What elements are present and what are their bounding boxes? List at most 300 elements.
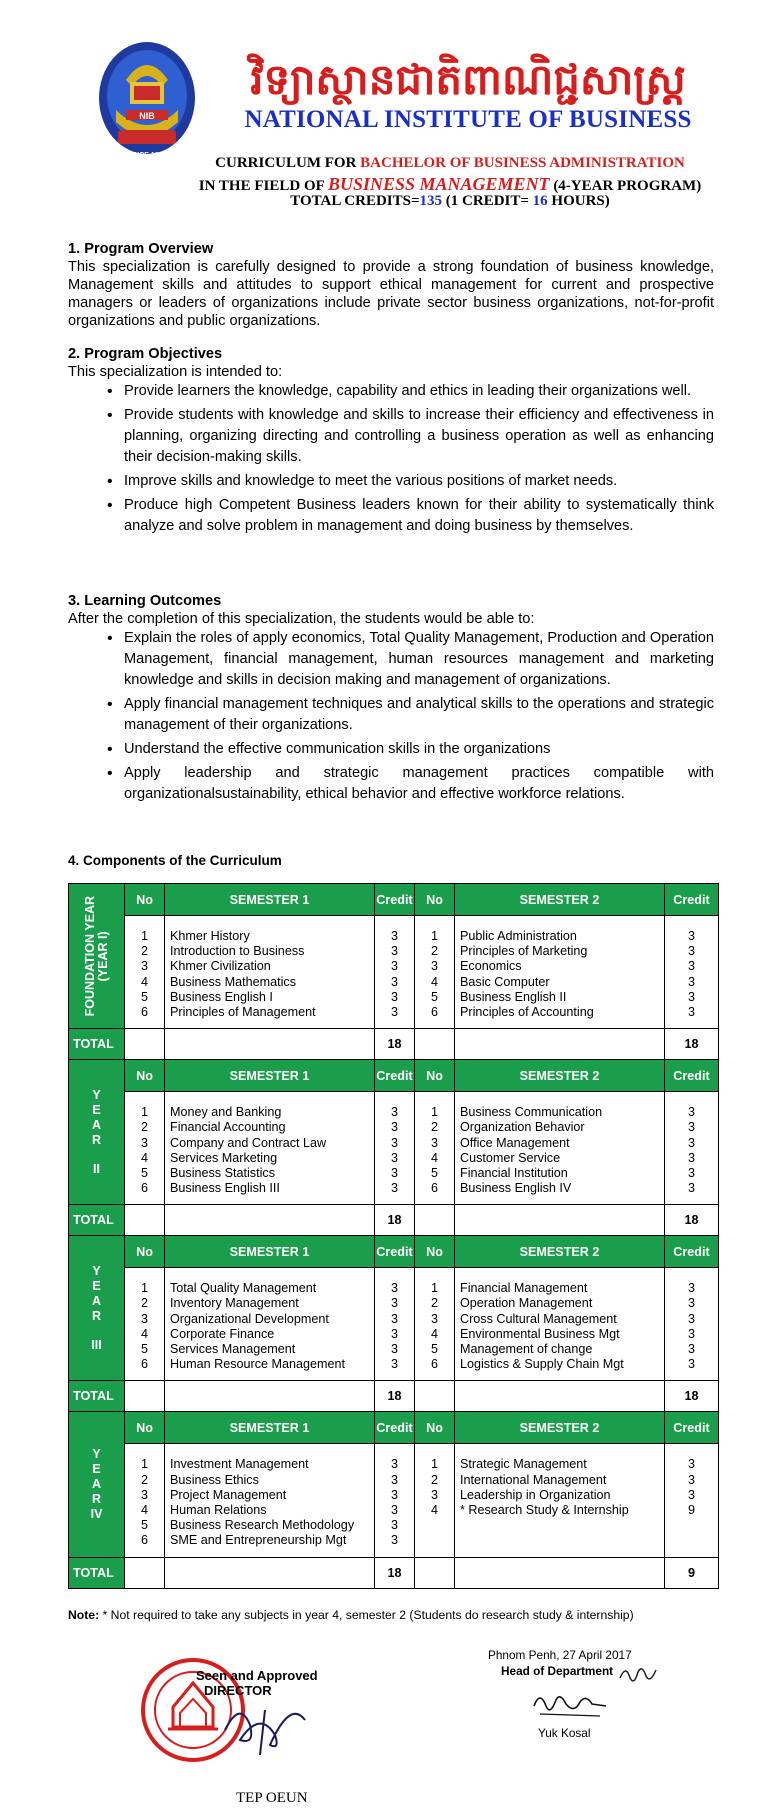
table-header-row: [69, 1060, 719, 1092]
sem2-number-item: 1: [430, 929, 438, 943]
sem1-number-item: 5: [140, 1165, 148, 1180]
sem2-number-item: 2: [430, 944, 438, 959]
table-header-row: [69, 884, 719, 916]
sem1-credit: [375, 1268, 415, 1381]
sem1-subject: [165, 1444, 375, 1557]
list-item: • Explain the roles of apply economics, Total Quality Management, Production and Operation Management, financial management, human resources management and marketing knowledge and skills in decision making and management of organizations.: [124, 628, 714, 691]
sem2-number-item: 2: [430, 1120, 438, 1135]
sem1-number-item: 2: [140, 944, 148, 959]
total-label: TOTAL: [69, 1205, 125, 1236]
director-name: TEP OEUN: [236, 1790, 308, 1806]
sem1-subject-item: Project Management: [170, 1487, 287, 1502]
overview-text: This specialization is carefully designed to provide a strong foundation of business knowledge, Management skills and attitudes to support ethical management for current and prospective managers or leaders of organizations include private sector business organizations, not-for-profit organizations and public organizations.: [68, 259, 714, 329]
sem2-subject-item: Organization Behavior: [460, 1120, 585, 1135]
year-label-letters: [91, 1264, 101, 1324]
sem2-subject-item: Business English II: [460, 989, 567, 1004]
sem2-subject-item: Business English IV: [460, 1181, 572, 1196]
year-label-letters: [91, 1447, 103, 1507]
empty-cell: [125, 1205, 165, 1236]
year-letter: A: [91, 1293, 101, 1308]
sem1-number-item: 2: [140, 1296, 148, 1311]
year-letter: Y: [92, 1446, 101, 1461]
total-row: [69, 1557, 719, 1588]
sem1-credit-item: 3: [390, 1135, 398, 1150]
learning-outcomes-section: [68, 592, 714, 808]
sem1-number-item: 4: [140, 1326, 148, 1341]
sem2-subject-item: Office Management: [460, 1135, 570, 1150]
sem1-total: 18: [375, 1381, 415, 1412]
sem1-subject-item: Inventory Management: [170, 1296, 299, 1311]
svg-text:វិទ្យាស្ថានជាតិពាណិជ្ជសាស្ត្រ: វិទ្យាស្ថានជាតិពាណិជ្ជសាស្ត្រ: [250, 55, 686, 104]
program-objectives-section: [68, 345, 714, 540]
sem2-subject-item: Financial Institution: [460, 1165, 568, 1180]
col-no-header: No: [415, 1412, 455, 1444]
note: [68, 1608, 634, 1622]
total-label: TOTAL: [69, 1029, 125, 1060]
sem1-subject-item: Total Quality Management: [170, 1281, 317, 1296]
sem2-number-item: 6: [430, 1357, 438, 1372]
total-credits: 135: [419, 193, 443, 209]
sem1-subject-item: Investment Management: [170, 1457, 309, 1472]
sem2-credit-item: 3: [687, 1150, 695, 1165]
sem1-credit-item: 3: [390, 1004, 398, 1019]
sem1-credit-item: 3: [390, 1518, 398, 1533]
sem2-total: 18: [665, 1205, 719, 1236]
field-name: BUSINESS MANAGEMENT: [327, 174, 550, 194]
year-label-main: FOUNDATION YEAR: [82, 895, 97, 1017]
sem1-number-item: 1: [140, 929, 148, 943]
sem1-number-item: 1: [140, 1457, 148, 1472]
sem2-subject-item: Management of change: [460, 1342, 593, 1356]
sem1-subject-item: Business Statistics: [170, 1165, 275, 1180]
col-credit-header: Credit: [665, 1412, 719, 1444]
sem1-credit-item: 3: [390, 959, 398, 974]
field-line: IN THE FIELD OF BUSINESS MANAGEMENT (4-YEAR PROGRAM): [198, 174, 702, 194]
head-title: Head of Department: [501, 1664, 614, 1678]
sem1-credit-item: 3: [390, 1487, 398, 1502]
col-no-header: No: [125, 1060, 165, 1092]
sem2-number: [415, 1092, 455, 1205]
outcomes-intro: After the completion of this specialization, the students would be able to:: [68, 611, 535, 627]
sem2-number-item: 1: [430, 1281, 438, 1296]
sem2-credit-item: 3: [687, 1165, 695, 1180]
sem1-number-item: 1: [140, 1281, 148, 1296]
sem2-number-item: 2: [430, 1296, 438, 1311]
sem2-subject-item: Principles of Accounting: [460, 1004, 594, 1019]
col-no-header: No: [415, 1236, 455, 1268]
sem1-subject-item: Introduction to Business: [170, 944, 305, 959]
sem1-number-item: 6: [140, 1533, 148, 1548]
sem1-subject-item: Organizational Development: [170, 1311, 329, 1326]
sem1-credit-item: 3: [390, 1457, 398, 1472]
institute-logo: [96, 40, 198, 162]
col-credit-header: Credit: [665, 1060, 719, 1092]
sem2-subject: [455, 1444, 665, 1557]
sem1-credit-item: 3: [390, 1105, 398, 1120]
table-header-row: [69, 1236, 719, 1268]
col-no-header: No: [125, 884, 165, 916]
empty-cell: [415, 1557, 455, 1588]
sem1-credit: [375, 1092, 415, 1205]
initial-signature: [618, 1660, 658, 1690]
sem1-credit: [375, 1444, 415, 1557]
sem2-number-item: 1: [430, 1457, 438, 1472]
sem1-credit-item: 3: [390, 1357, 398, 1372]
sem2-number-item: 3: [430, 1311, 438, 1326]
list-item: • Understand the effective communication skills in the organizations: [124, 739, 714, 760]
sem2-subject-item: * Research Study & Internship: [460, 1502, 629, 1517]
sem2-subject-item: Basic Computer: [460, 974, 550, 989]
sem1-credit-item: 3: [390, 1165, 398, 1180]
sem2-number-item: 4: [430, 1150, 438, 1165]
sem1-total: 18: [375, 1029, 415, 1060]
sem2-subject-item: Financial Management: [460, 1281, 588, 1296]
components-title: 4. Components of the Curriculum: [68, 853, 282, 868]
sem2-credit-item: 3: [687, 1457, 695, 1472]
credit-hours: 16: [532, 193, 548, 209]
list-item: • Apply leadership and strategic management practices compatible with organizationalsustainability, ethical behavior and effective workforce relations.: [124, 763, 714, 805]
sem1-credit-item: 3: [390, 1311, 398, 1326]
degree-name: BACHELOR OF BUSINESS ADMINISTRATION: [360, 155, 685, 171]
sem1-subject: [165, 1092, 375, 1205]
sem2-number-item: 4: [430, 1502, 438, 1517]
empty-cell: [455, 1381, 665, 1412]
sem2-subject-item: Economics: [460, 959, 522, 974]
col-semester-2-header: SEMESTER 2: [455, 1412, 665, 1444]
sem1-subject-item: Corporate Finance: [170, 1326, 275, 1341]
sem2-credit-item: 3: [687, 974, 695, 989]
sem2-subject-item: Public Administration: [460, 929, 577, 943]
sem2-number-item: 5: [430, 1165, 438, 1180]
sem1-credit-item: 3: [390, 1326, 398, 1341]
sem1-credit-item: 3: [390, 1342, 398, 1356]
col-semester-1-header: SEMESTER 1: [165, 1236, 375, 1268]
empty-cell: [165, 1381, 375, 1412]
sem1-number-item: 5: [140, 1342, 148, 1356]
year-roman: II: [93, 1161, 100, 1176]
sem1-number-item: 6: [140, 1357, 148, 1372]
head-signature: [530, 1686, 610, 1724]
program-overview-section: [68, 240, 714, 330]
col-no-header: No: [125, 1412, 165, 1444]
sem1-subject-item: Services Management: [170, 1342, 296, 1356]
year-letter: E: [92, 1461, 101, 1476]
sem1-subject-item: Company and Contract Law: [170, 1135, 327, 1150]
col-semester-2-header: SEMESTER 2: [455, 1236, 665, 1268]
sem1-subject-item: Business Research Methodology: [170, 1518, 355, 1533]
sem2-credit-item: 3: [687, 1311, 695, 1326]
sem2-number: [415, 1268, 455, 1381]
sem1-subject-item: Services Marketing: [170, 1150, 278, 1165]
sem2-number-item: 3: [430, 1135, 438, 1150]
sem1-credit-item: 3: [390, 1120, 398, 1135]
sem2-subject: [455, 1268, 665, 1381]
year-label: [69, 1236, 125, 1381]
sem1-number-item: 3: [140, 959, 148, 974]
total-row: [69, 1029, 719, 1060]
sem1-total: 18: [375, 1205, 415, 1236]
svg-text:NIB: NIB: [139, 111, 155, 121]
empty-cell: [165, 1029, 375, 1060]
sem1-credit-item: 3: [390, 1533, 398, 1548]
list-item: • Provide students with knowledge and skills to increase their efficiency and effectiveness in planning, organizing directing and controlling a business operation as well as enhancing their decision-making skills.: [124, 405, 714, 468]
svg-text:SINCE 1979: SINCE 1979: [127, 152, 167, 159]
col-credit-header: Credit: [375, 884, 415, 916]
sem2-credit-item: 3: [687, 1326, 695, 1341]
sem1-credit-item: 3: [390, 1281, 398, 1296]
sem1-number-item: 4: [140, 1150, 148, 1165]
col-credit-header: Credit: [375, 1236, 415, 1268]
col-no-header: No: [415, 884, 455, 916]
sem2-credit-item: 3: [687, 1105, 695, 1120]
sem1-number-item: 5: [140, 989, 148, 1004]
year-letter: A: [91, 1476, 102, 1491]
note-label: Note:: [68, 1608, 100, 1622]
year-label-letters: [92, 1088, 101, 1148]
col-semester-2-header: SEMESTER 2: [455, 884, 665, 916]
year-label-text: [91, 1447, 103, 1522]
year-label: [69, 1060, 125, 1205]
sem2-credit-item: 3: [687, 1342, 695, 1356]
table-header-row: [69, 1412, 719, 1444]
col-credit-header: Credit: [665, 884, 719, 916]
head-name: Yuk Kosal: [538, 1726, 591, 1740]
sem2-subject-item: Business Communication: [460, 1105, 603, 1120]
sem1-credit-item: 3: [390, 1472, 398, 1487]
sem2-number-item: 3: [430, 959, 438, 974]
sem2-subject-item: Environmental Business Mgt: [460, 1326, 620, 1341]
sem1-number-item: 2: [140, 1472, 148, 1487]
curriculum-table: [68, 883, 719, 1589]
total-label: TOTAL: [69, 1557, 125, 1588]
sem2-subject-item: Cross Cultural Management: [460, 1311, 617, 1326]
sem1-number-item: 5: [140, 1518, 148, 1533]
sem2-number-item: 5: [430, 1342, 438, 1356]
sem1-number-item: 4: [140, 1502, 148, 1517]
list-item: • Provide learners the knowledge, capability and ethics in leading their organizations well.: [124, 381, 714, 402]
section-title: 2. Program Objectives: [68, 346, 223, 362]
col-semester-2-header: SEMESTER 2: [455, 1060, 665, 1092]
empty-cell: [455, 1205, 665, 1236]
khmer-title: [218, 44, 718, 106]
sem2-number-item: 1: [430, 1105, 438, 1120]
empty-cell: [165, 1557, 375, 1588]
year-label-sub: (YEAR I): [95, 931, 110, 982]
approval-label: Seen and Approved: [196, 1668, 318, 1683]
empty-cell: [165, 1205, 375, 1236]
empty-cell: [415, 1381, 455, 1412]
sem1-number-item: 6: [140, 1181, 148, 1196]
sem2-credit-item: 3: [687, 1281, 695, 1296]
empty-cell: [455, 1029, 665, 1060]
sem1-subject-item: Business Mathematics: [170, 974, 296, 989]
sem1-subject-item: Khmer Civilization: [170, 959, 271, 974]
sem2-subject-item: Leadership in Organization: [460, 1487, 611, 1502]
sem1-number: [125, 916, 165, 1029]
col-semester-1-header: SEMESTER 1: [165, 1060, 375, 1092]
sem1-credit-item: 3: [390, 944, 398, 959]
sem2-total: 9: [665, 1557, 719, 1588]
sem2-credit-item: 3: [687, 989, 695, 1004]
col-no-header: No: [125, 1236, 165, 1268]
sem2-number: [415, 916, 455, 1029]
place-date: Phnom Penh, 27 April 2017: [488, 1648, 632, 1662]
sem2-credit-item: 3: [687, 1181, 695, 1196]
year-label: [69, 884, 125, 1029]
sem1-credit-item: 3: [390, 1150, 398, 1165]
sem1-number: [125, 1092, 165, 1205]
sem2-credit: [665, 1444, 719, 1557]
sem2-subject-item: Logistics & Supply Chain Mgt: [460, 1357, 624, 1372]
sem2-credit-item: 3: [687, 1487, 695, 1502]
list-item: • Produce high Competent Business leaders known for their ability to systematically think analyze and solve problem in management and doing business by themselves.: [124, 495, 714, 537]
sem2-credit: [665, 1092, 719, 1205]
sem2-subject: [455, 1092, 665, 1205]
sem1-subject-item: Principles of Management: [170, 1004, 316, 1019]
table-row: [69, 916, 719, 1029]
sem2-number-item: 5: [430, 989, 438, 1004]
sem2-credit-item: 3: [687, 1472, 695, 1487]
year-letter: Y: [92, 1263, 101, 1278]
empty-cell: [455, 1557, 665, 1588]
year-letter: R: [91, 1308, 101, 1323]
sem2-subject-item: Operation Management: [460, 1296, 593, 1311]
sem1-number-item: 3: [140, 1487, 148, 1502]
director-signature: [220, 1690, 310, 1760]
year-letter: E: [92, 1278, 101, 1293]
sem2-credit: [665, 1268, 719, 1381]
sem1-subject-item: Money and Banking: [170, 1105, 282, 1120]
sem2-number-item: 4: [430, 1326, 438, 1341]
col-credit-header: Credit: [375, 1060, 415, 1092]
list-item: • Improve skills and knowledge to meet the various positions of market needs.: [124, 471, 714, 492]
sem2-credit-item: 3: [687, 1357, 695, 1372]
sem1-number: [125, 1268, 165, 1381]
sem1-credit-item: 3: [390, 929, 398, 943]
list-item: • Apply financial management techniques and analytical skills to the operations and strategic management of their organizations.: [124, 694, 714, 736]
sem1-number-item: 3: [140, 1311, 148, 1326]
col-credit-header: Credit: [375, 1412, 415, 1444]
empty-cell: [415, 1029, 455, 1060]
sem2-number: [415, 1444, 455, 1557]
empty-cell: [415, 1205, 455, 1236]
year-label-text: [91, 1264, 101, 1353]
sem1-subject: [165, 1268, 375, 1381]
sem1-subject-item: Business English III: [170, 1181, 280, 1196]
sem2-number-item: 3: [430, 1487, 438, 1502]
director-label: DIRECTOR: [204, 1683, 272, 1698]
section-title: 3. Learning Outcomes: [68, 593, 222, 609]
sem2-subject-item: Customer Service: [460, 1150, 561, 1165]
year-roman: III: [91, 1337, 102, 1352]
sem2-subject-item: International Management: [460, 1472, 607, 1487]
table-row: [69, 1444, 719, 1557]
total-row: [69, 1205, 719, 1236]
sem1-subject-item: Business Ethics: [170, 1472, 259, 1487]
year-label-text: [84, 896, 110, 1016]
sem2-number-item: 4: [430, 974, 438, 989]
sem2-total: 18: [665, 1381, 719, 1412]
note-text: * Not required to take any subjects in year 4, semester 2 (Students do research study & internship): [99, 1608, 634, 1622]
sem1-number-item: 2: [140, 1120, 148, 1135]
sem1-number-item: 3: [140, 1135, 148, 1150]
year-letter: A: [91, 1117, 102, 1132]
sem1-credit-item: 3: [390, 989, 398, 1004]
sem1-total: 18: [375, 1557, 415, 1588]
outcomes-list: [124, 628, 714, 805]
sem2-subject: [455, 916, 665, 1029]
year-roman: IV: [90, 1506, 103, 1521]
sem2-total: 18: [665, 1029, 719, 1060]
institute-name: NATIONAL INSTITUTE OF BUSINESS: [244, 106, 692, 133]
sem1-subject-item: Human Relations: [170, 1502, 267, 1517]
sem1-subject-item: Business English I: [170, 989, 273, 1004]
sem2-credit-item: 9: [687, 1502, 695, 1517]
sem2-credit-item: 3: [687, 1004, 695, 1019]
sem2-number-item: 6: [430, 1181, 438, 1196]
sem1-subject-item: Khmer History: [170, 929, 250, 943]
sem1-credit-item: 3: [390, 974, 398, 989]
year-letter: R: [91, 1132, 102, 1147]
sem1-subject-item: SME and Entrepreneurship Mgt: [170, 1533, 347, 1548]
col-semester-1-header: SEMESTER 1: [165, 1412, 375, 1444]
curriculum-line: CURRICULUM FOR BACHELOR OF BUSINESS ADMINISTRATION: [215, 155, 685, 171]
col-credit-header: Credit: [665, 1236, 719, 1268]
sem2-subject-item: Strategic Management: [460, 1457, 587, 1472]
col-no-header: No: [415, 1060, 455, 1092]
empty-cell: [125, 1029, 165, 1060]
sem2-subject-item: Principles of Marketing: [460, 944, 588, 959]
sem1-credit-item: 3: [390, 1296, 398, 1311]
sem2-credit-item: 3: [687, 1296, 695, 1311]
table-row: [69, 1092, 719, 1205]
sem2-credit-item: 3: [687, 944, 695, 959]
total-label: TOTAL: [69, 1381, 125, 1412]
sem2-number-item: 6: [430, 1004, 438, 1019]
sem1-number-item: 6: [140, 1004, 148, 1019]
sem2-credit-item: 3: [687, 1135, 695, 1150]
sem1-subject-item: Financial Accounting: [170, 1120, 286, 1135]
sem1-credit-item: 3: [390, 1502, 398, 1517]
sem2-credit-item: 3: [687, 929, 695, 943]
sem1-subject: [165, 916, 375, 1029]
col-semester-1-header: SEMESTER 1: [165, 884, 375, 916]
section-title: 1. Program Overview: [68, 241, 214, 257]
year-letter: Y: [92, 1087, 101, 1102]
table-row: [69, 1268, 719, 1381]
year-label: [69, 1412, 125, 1557]
sem2-credit-item: 3: [687, 959, 695, 974]
sem1-number: [125, 1444, 165, 1557]
sem2-credit: [665, 916, 719, 1029]
objectives-list: [124, 381, 714, 537]
sem2-number-item: 2: [430, 1472, 438, 1487]
objectives-intro: This specialization is intended to:: [68, 364, 283, 380]
empty-cell: [125, 1557, 165, 1588]
sem1-credit: [375, 916, 415, 1029]
empty-cell: [125, 1381, 165, 1412]
total-row: [69, 1381, 719, 1412]
sem1-number-item: 1: [140, 1105, 148, 1120]
year-letter: R: [91, 1491, 102, 1506]
sem1-subject-item: Human Resource Management: [170, 1357, 346, 1372]
sem1-number-item: 4: [140, 974, 148, 989]
sem2-credit-item: 3: [687, 1120, 695, 1135]
year-label-text: [92, 1088, 101, 1177]
year-letter: E: [92, 1102, 101, 1117]
sem1-credit-item: 3: [390, 1181, 398, 1196]
credits-line: TOTAL CREDITS=135 (1 CREDIT= 16 HOURS): [290, 193, 610, 209]
